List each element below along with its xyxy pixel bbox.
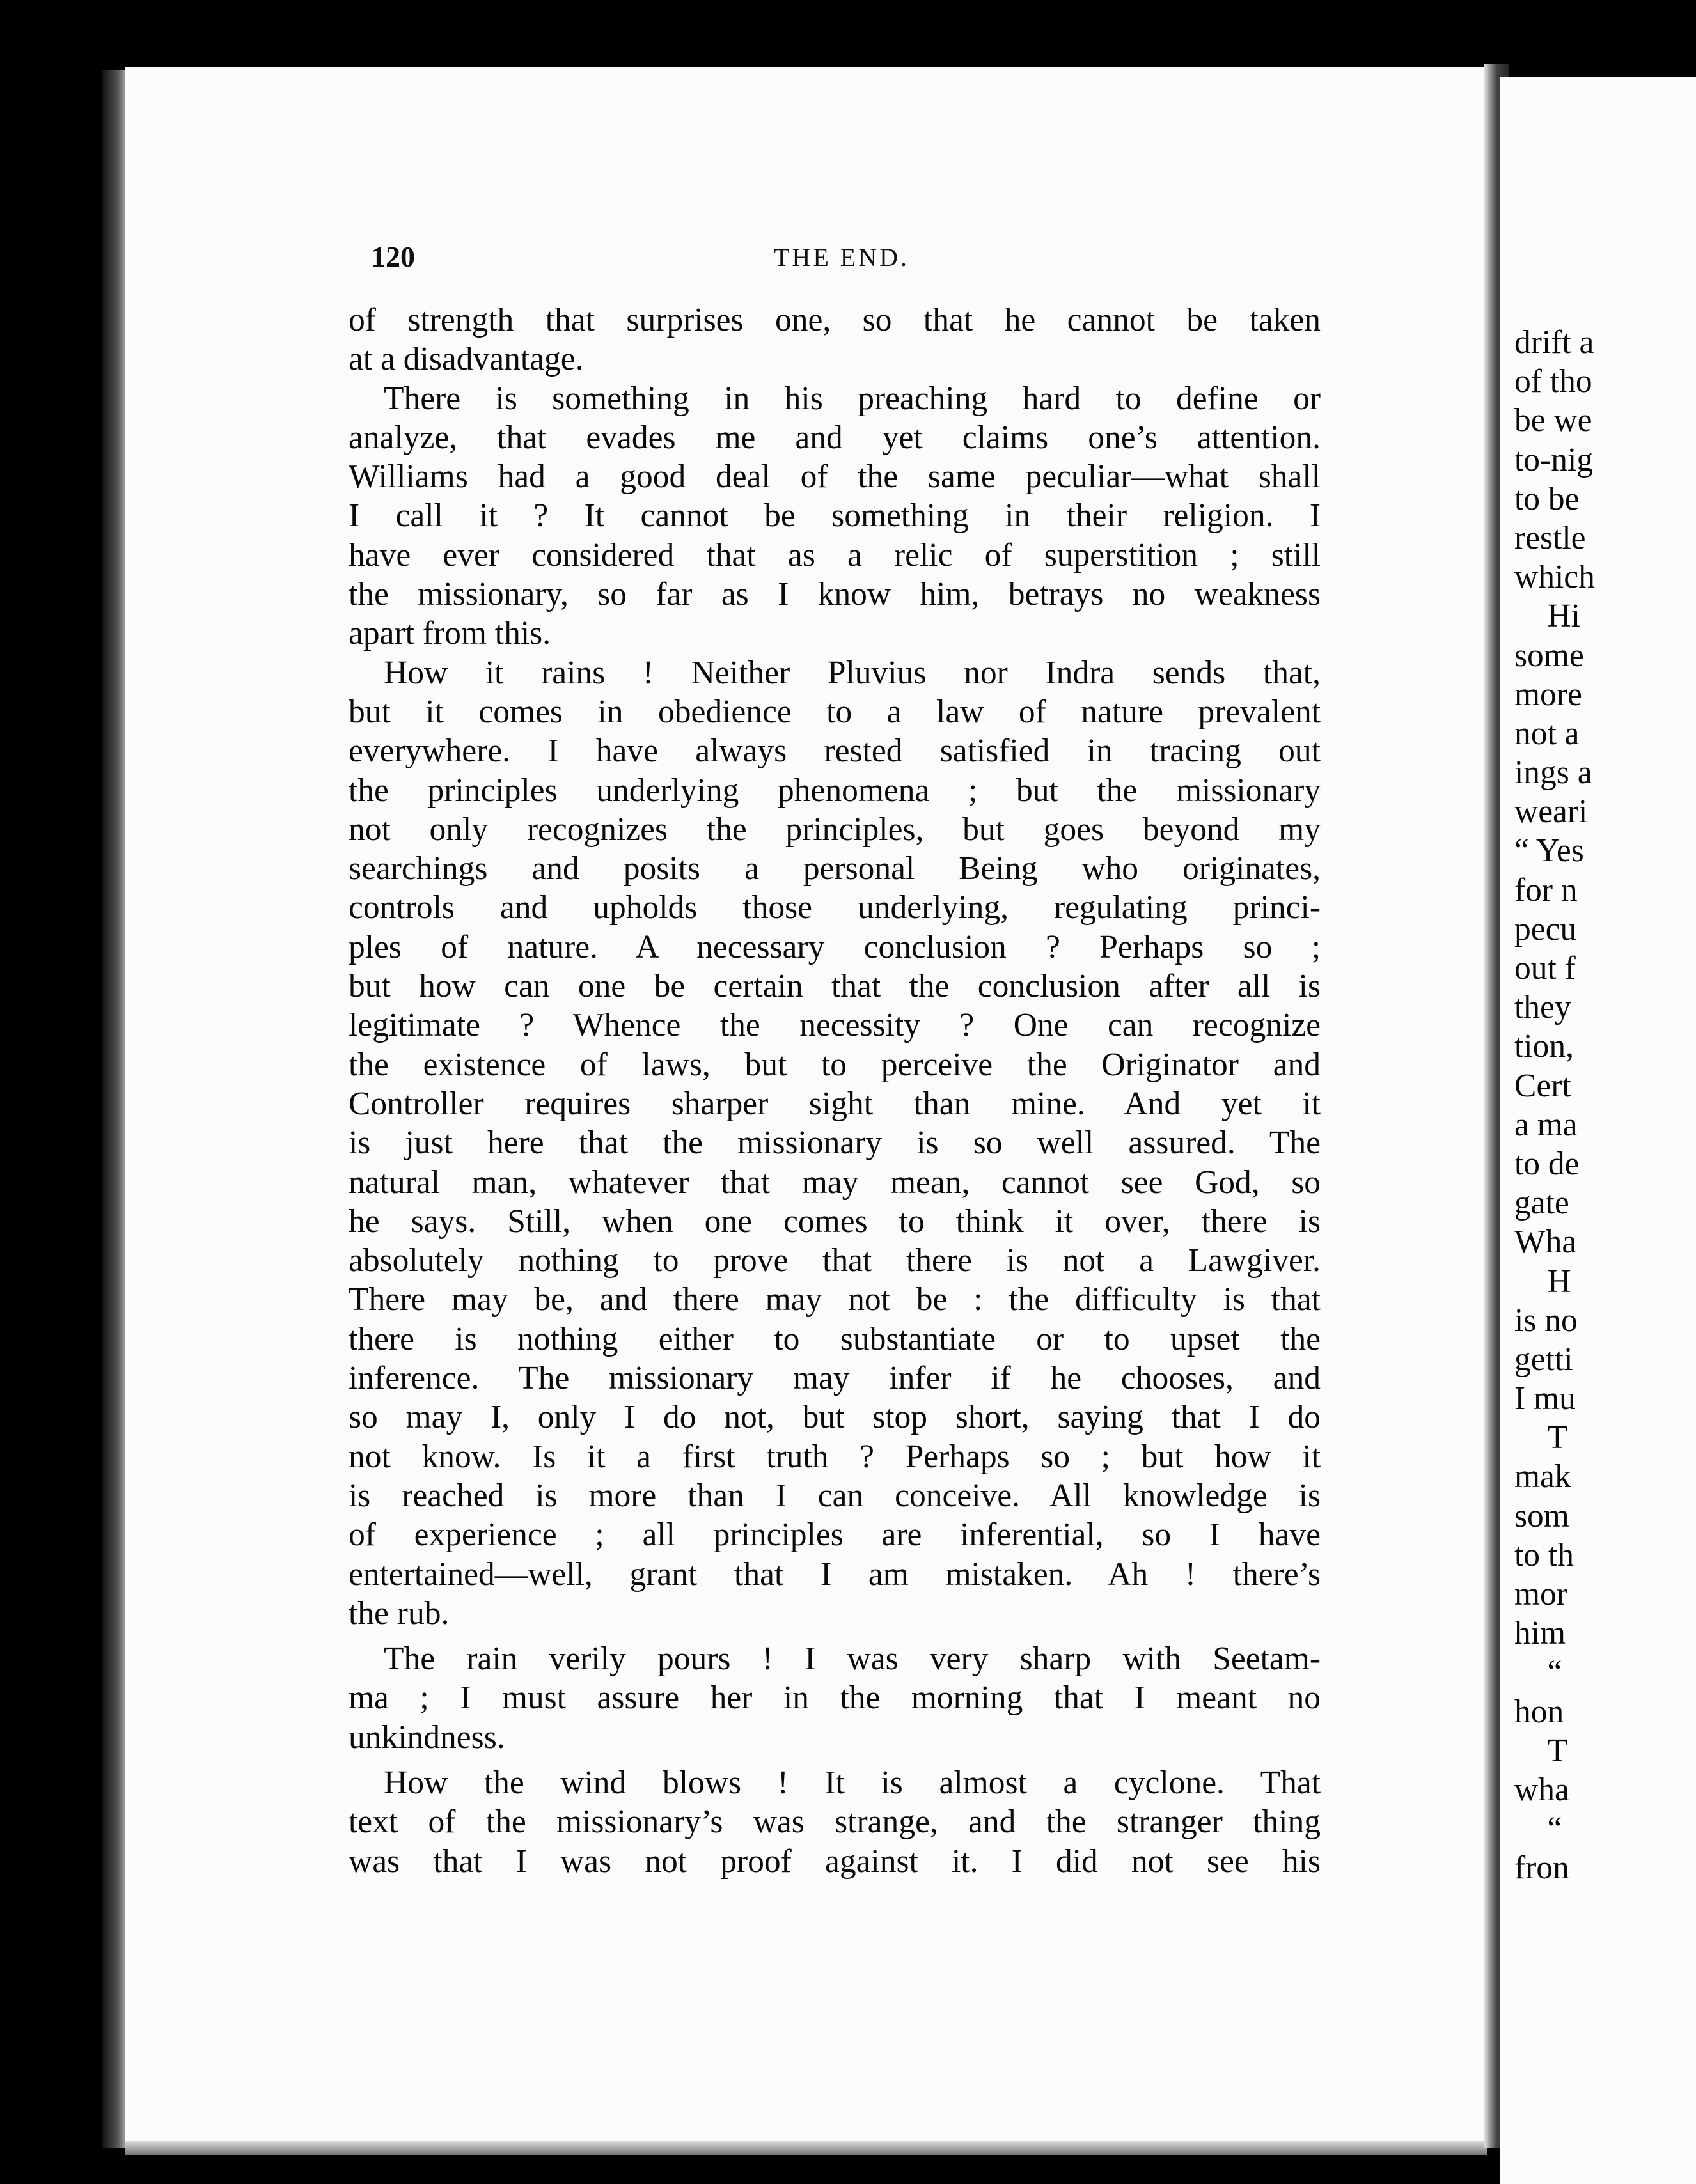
paragraph — [349, 300, 1321, 379]
fragment-line: Wha — [1514, 1224, 1577, 1261]
page-bottom-edge — [125, 2141, 1487, 2155]
fragment-line: mak — [1514, 1458, 1571, 1495]
fragment-line: drift a — [1514, 324, 1594, 361]
fragment-line: fron — [1514, 1850, 1569, 1887]
fragment-line: more — [1514, 676, 1582, 713]
text-line: Controller requires sharper sight than mine. And yet it — [349, 1085, 1321, 1122]
text-line: the principles underlying phenomena ; but the missionary — [349, 772, 1321, 809]
fragment-line: H — [1514, 1263, 1571, 1300]
page-header — [371, 240, 1324, 278]
fragment-line: for n — [1514, 871, 1578, 909]
fragment-line: which — [1514, 559, 1595, 596]
fragment-line: mor — [1514, 1576, 1567, 1612]
fragment-line: weari — [1514, 793, 1588, 831]
text-line: the missionary, so far as I know him, betrays no weakness — [349, 576, 1321, 613]
text-line: How the wind blows ! It is almost a cyclone. That — [384, 1764, 1321, 1801]
text-line: There is something in his preaching hard to define or — [384, 380, 1321, 417]
text-line: of experience ; all principles are inferential, so I have — [349, 1517, 1321, 1554]
page-number: 120 — [371, 240, 415, 273]
fragment-line: I mu — [1514, 1380, 1576, 1417]
fragment-line: not a — [1514, 715, 1580, 752]
text-line: not know. Is it a first truth ? Perhaps so ; but how it — [349, 1438, 1321, 1475]
fragment-line: to de — [1514, 1145, 1580, 1182]
fragment-line: to-nig — [1514, 441, 1594, 478]
fragment-line: T — [1514, 1419, 1567, 1456]
text-line: legitimate ? Whence the necessity ? One can recognize — [349, 1007, 1321, 1044]
paragraph — [349, 379, 1321, 653]
fragment-line: Cert — [1514, 1067, 1571, 1104]
text-line: was that I was not proof against it. I did not see his — [349, 1843, 1321, 1880]
paragraph — [349, 653, 1321, 1633]
text-line: inference. The missionary may infer if he chooses, and — [349, 1360, 1321, 1397]
fragment-line: to th — [1514, 1536, 1574, 1573]
fragment-line: gate — [1514, 1185, 1569, 1222]
fragment-line: tion, — [1514, 1028, 1574, 1065]
text-line: the existence of laws, but to perceive the Originator and — [349, 1046, 1321, 1083]
text-line: entertained—well, grant that I am mistaken. Ah ! there’s — [349, 1556, 1321, 1593]
text-line: controls and upholds those underlying, regulating princi- — [349, 889, 1321, 926]
text-line: is just here that the missionary is so well assured. The — [349, 1125, 1321, 1162]
fragment-line: him — [1514, 1615, 1566, 1652]
fragment-line: “ — [1514, 1811, 1562, 1848]
text-line: unkindness. — [349, 1719, 505, 1756]
fragment-line: is no — [1514, 1302, 1578, 1339]
paragraph — [349, 1639, 1321, 1757]
fragment-line: a ma — [1514, 1106, 1578, 1143]
text-line: at a disadvantage. — [349, 341, 584, 378]
text-line: but how can one be certain that the conclusion after all is — [349, 968, 1321, 1005]
text-line: he says. Still, when one comes to think it over, there is — [349, 1203, 1321, 1240]
text-line: I call it ? It cannot be something in their religion. I — [349, 497, 1321, 534]
fragment-line: wha — [1514, 1771, 1569, 1808]
fragment-line: they — [1514, 989, 1571, 1026]
text-line: ma ; I must assure her in the morning that I meant no — [349, 1680, 1321, 1717]
text-line: the rub. — [349, 1595, 450, 1632]
text-line: but it comes in obedience to a law of nature prevalent — [349, 693, 1321, 730]
fragment-line: out f — [1514, 950, 1576, 987]
fragment-line: Hi — [1514, 598, 1580, 635]
fragment-line: restle — [1514, 519, 1586, 556]
paragraph — [349, 1763, 1321, 1881]
fragment-line: “ Yes — [1514, 832, 1584, 870]
fragment-line: pecu — [1514, 910, 1577, 948]
fragment-line: som — [1514, 1497, 1569, 1534]
fragment-line: T — [1514, 1732, 1567, 1769]
left-page-body — [349, 300, 1321, 1881]
text-line: everywhere. I have always rested satisfied in tracing out — [349, 733, 1321, 770]
fragment-line: of tho — [1514, 363, 1592, 400]
fragment-line: “ — [1514, 1654, 1562, 1691]
left-page-shadow — [102, 70, 128, 2148]
fragment-line: to be — [1514, 480, 1580, 517]
text-line: How it rains ! Neither Pluvius nor Indra sends that, — [384, 654, 1321, 691]
text-line: Williams had a good deal of the same peculiar—what shall — [349, 458, 1321, 495]
text-line: The rain verily pours ! I was very sharp with Seetam- — [384, 1641, 1321, 1678]
text-line: searchings and posits a personal Being who originates, — [349, 850, 1321, 887]
text-line: have ever considered that as a relic of superstition ; still — [349, 536, 1321, 573]
text-line: absolutely nothing to prove that there is not a Lawgiver. — [349, 1242, 1321, 1279]
text-line: is reached is more than I can conceive. All knowledge is — [349, 1477, 1321, 1514]
text-line: natural man, whatever that may mean, cannot see God, so — [349, 1164, 1321, 1201]
fragment-line: be we — [1514, 402, 1592, 439]
text-line: analyze, that evades me and yet claims one’s attention. — [349, 419, 1321, 456]
fragment-line: ings a — [1514, 754, 1592, 792]
fragment-line: some — [1514, 637, 1584, 674]
running-title: THE END. — [774, 243, 909, 272]
right-page-fragments — [1514, 323, 1696, 1888]
text-line: apart from this. — [349, 615, 551, 652]
fragment-line: hon — [1514, 1693, 1564, 1730]
text-line: there is nothing either to substantiate or to upset the — [349, 1320, 1321, 1357]
text-line: of strength that surprises one, so that he cannot be taken — [349, 302, 1321, 338]
text-line: ples of nature. A necessary conclusion ? Perhaps so ; — [349, 928, 1321, 965]
fragment-line: getti — [1514, 1341, 1573, 1378]
text-line: so may I, only I do not, but stop short, saying that I do — [349, 1399, 1321, 1436]
text-line: There may be, and there may not be : the difficulty is that — [349, 1281, 1321, 1318]
text-line: not only recognizes the principles, but goes beyond my — [349, 811, 1321, 848]
text-line: text of the missionary’s was strange, and the stranger thing — [349, 1804, 1321, 1841]
